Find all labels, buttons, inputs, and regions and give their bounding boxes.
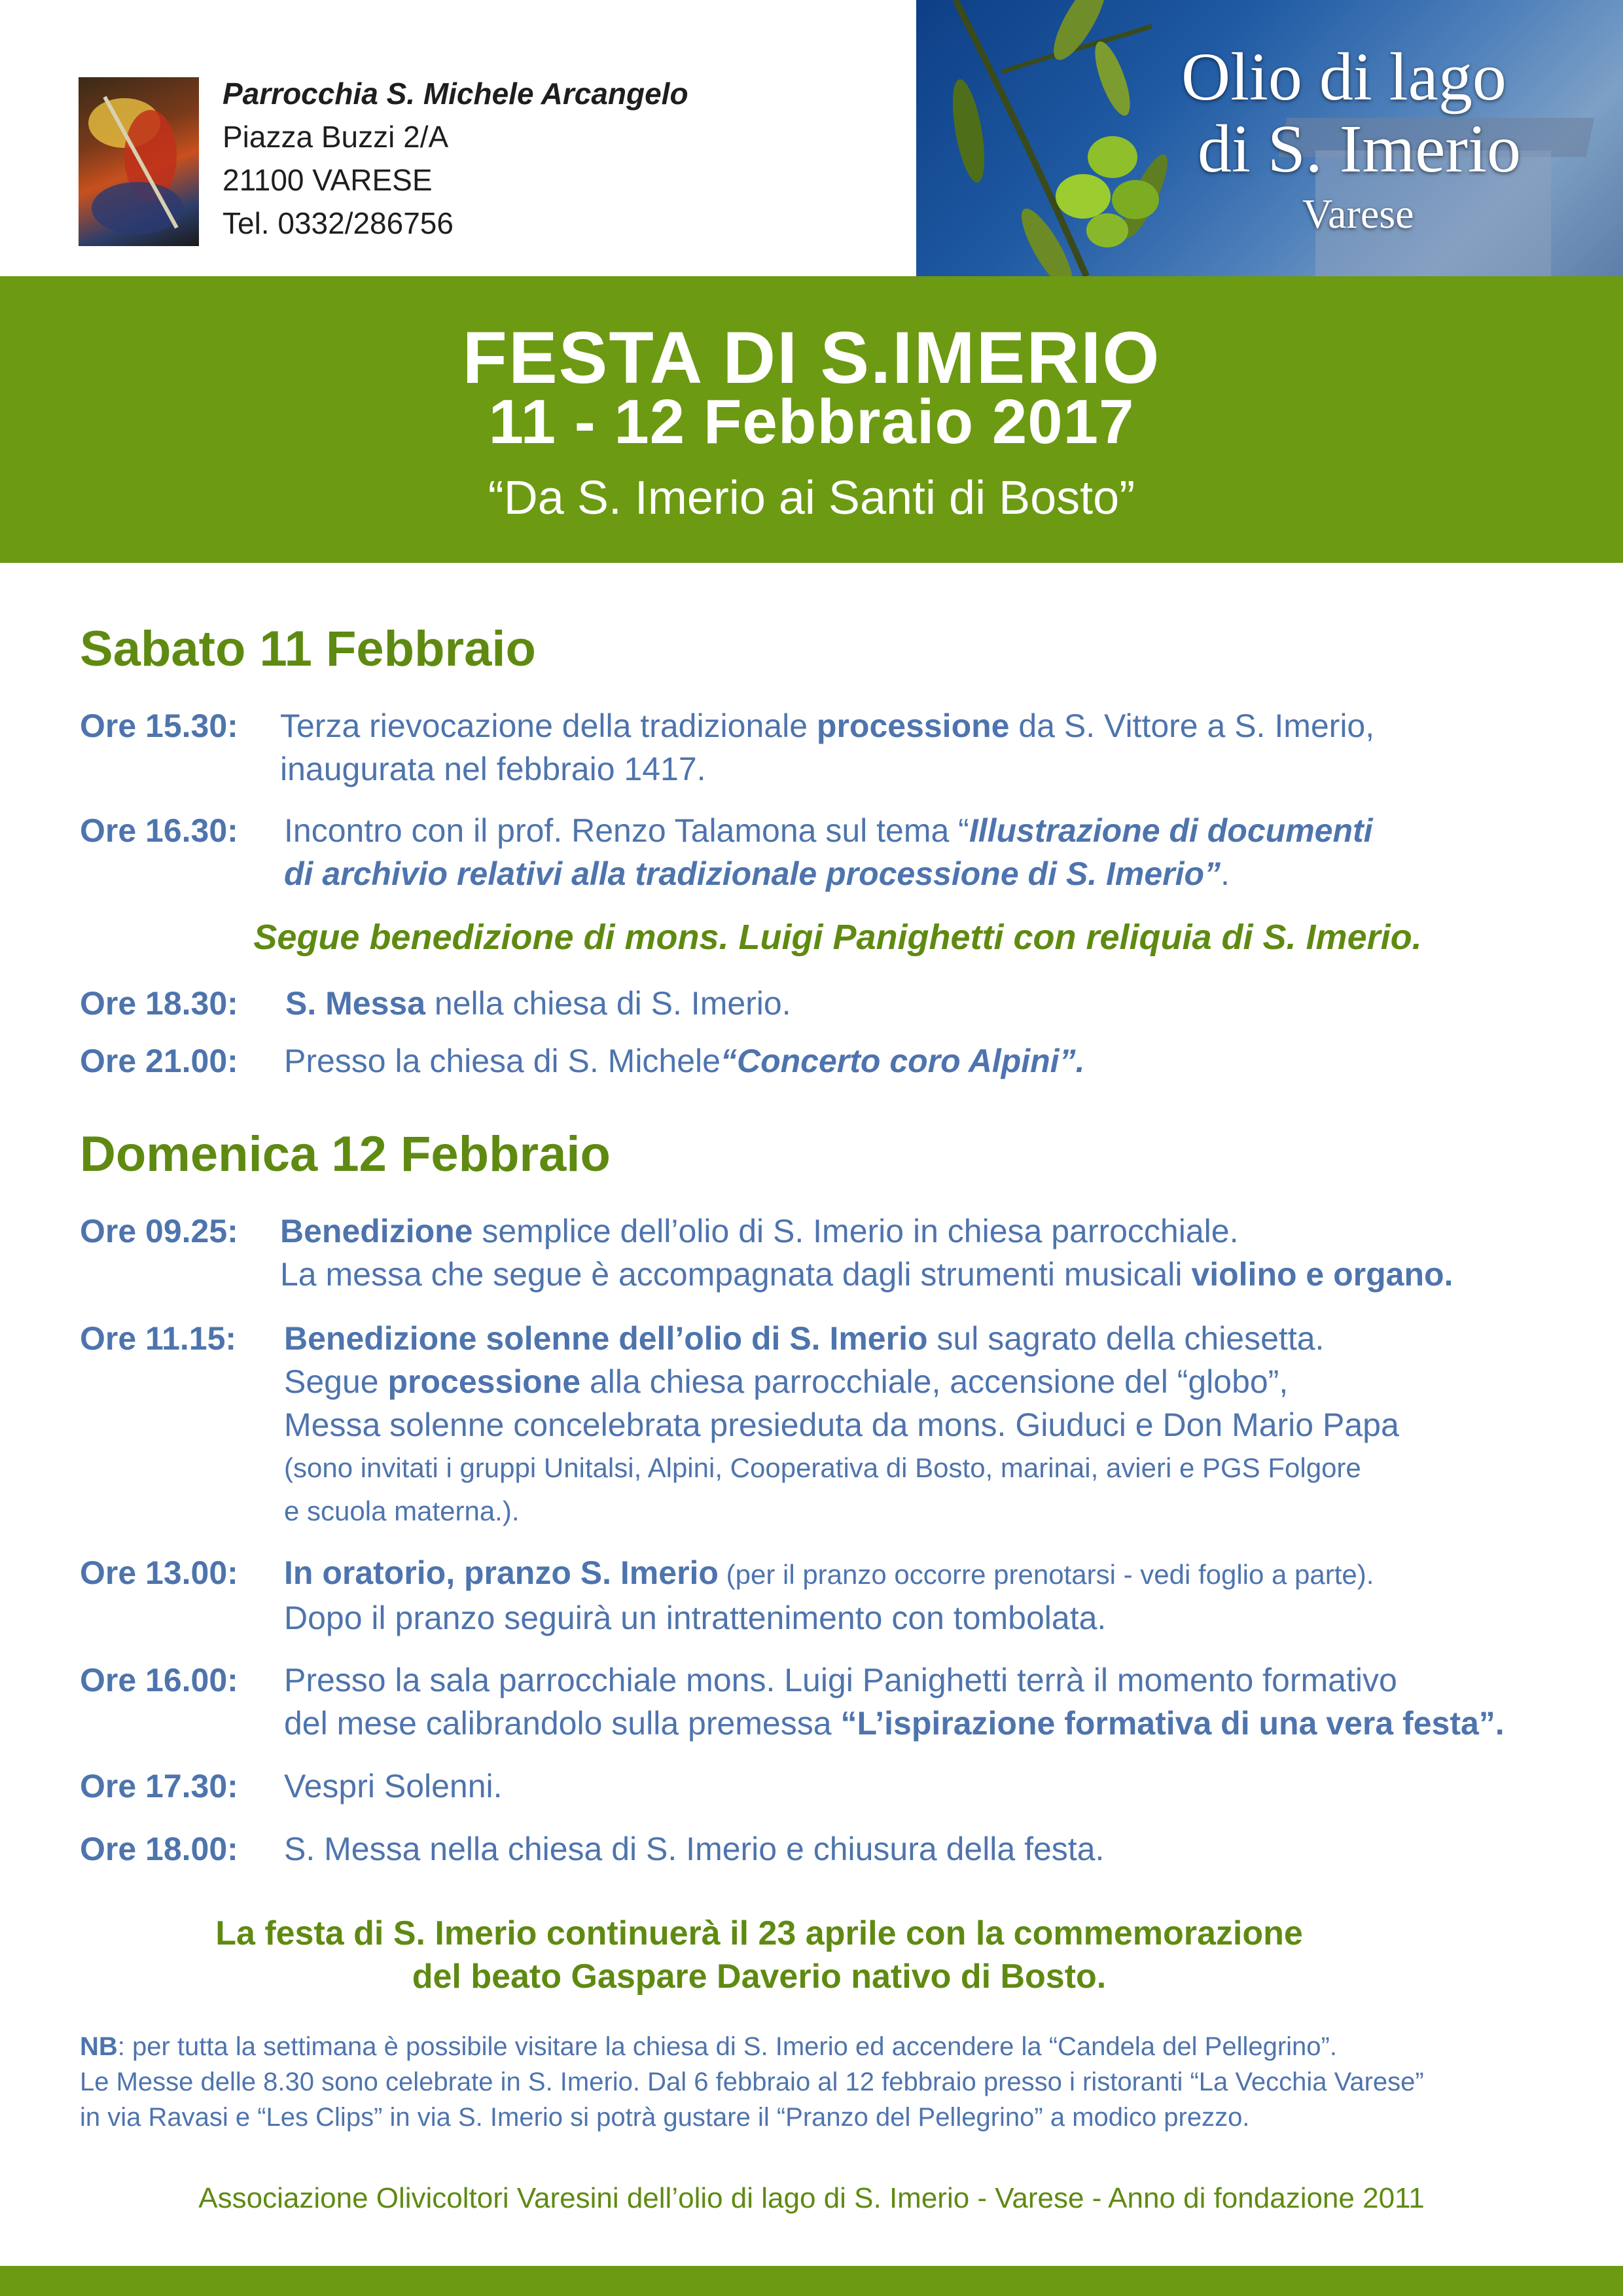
parish-city: 21100 VARESE [223, 163, 433, 197]
banner-title-line2: di S. Imerio [1198, 111, 1521, 187]
parish-info [223, 72, 688, 245]
entry-time: Ore 17.30: [80, 1768, 238, 1804]
entry-time: Ore 13.00: [80, 1554, 238, 1591]
olive-oil-banner [916, 0, 1623, 276]
association-footer: Associazione Olivicoltori Varesini dell’olio di lago di S. Imerio - Varese - Anno di fondazione 2011 [198, 2182, 1425, 2214]
title-band [0, 276, 1623, 563]
program-entry [80, 1551, 1611, 1638]
entry-description: Benedizione solenne dell’olio di S. Imerio sul sagrato della chiesetta. Segue processione alla chiesa parrocchiale, accensione del “globo”, Messa solenne concelebrata presieduta da mons. Giuduci e Don Mario Papa (sono invitati i gruppi Unitalsi, Alpini, Cooperativa di Bosto, marinai, avieri e PGS Folgore e scuola materna.). [284, 1320, 1399, 1526]
saturday-heading: Sabato 11 Febbraio [80, 621, 536, 677]
blessing-note: Segue benedizione di mons. Luigi Panighetti con reliquia di S. Imerio. [253, 918, 1422, 957]
event-title: FESTA DI S.IMERIO [462, 317, 1161, 399]
entry-time: Ore 18.30: [80, 985, 238, 1022]
program-entry [80, 1765, 1611, 1808]
entry-description: S. Messa nella chiesa di S. Imerio. [285, 985, 791, 1022]
entry-description: Terza rievocazione della tradizionale processione da S. Vittore a S. Imerio, inaugurata nel febbraio 1417. [280, 708, 1375, 787]
program-entry [80, 704, 1611, 791]
entry-time: Ore 18.00: [80, 1831, 238, 1867]
entry-description: Incontro con il prof. Renzo Talamona sul tema “Illustrazione di documenti di archivio relativi alla tradizionale processione di S. Imerio”. [284, 812, 1373, 892]
entry-time: Ore 09.25: [80, 1213, 238, 1249]
entry-time: Ore 16.30: [80, 812, 238, 849]
parish-name: Parrocchia S. Michele Arcangelo [223, 77, 688, 111]
nb-label: NB [80, 2032, 118, 2061]
saint-michael-image [79, 77, 199, 246]
parish-phone: Tel. 0332/286756 [223, 206, 454, 240]
closing-line1: La festa di S. Imerio continuerà il 23 aprile con la commemorazione [215, 1914, 1303, 1952]
entry-description: S. Messa nella chiesa di S. Imerio e chiusura della festa. [284, 1831, 1105, 1867]
entry-description: Benedizione semplice dell’olio di S. Imerio in chiesa parrocchiale. La messa che segue è accompagnata dagli strumenti musicali violino e organo. [280, 1213, 1454, 1293]
footer-bar [0, 2266, 1623, 2296]
entry-description: Presso la sala parrocchiale mons. Luigi Panighetti terrà il momento formativo del mese calibrandolo sulla premessa “L’ispirazione formativa di una vera festa”. [284, 1662, 1505, 1742]
nb-note: NB: per tutta la settimana è possibile visitare la chiesa di S. Imerio ed accendere la “Candela del Pellegrino”. Le Messe delle 8.30 sono celebrate in S. Imerio. Dal 6 febbraio al 12 febbraio presso i ristoranti “La Vecchia Varese” in via Ravasi e “Les Clips” in via S. Imerio si potrà gustare il “Pranzo del Pellegrino” a modico prezzo. [80, 2032, 1424, 2132]
program-entry [80, 1659, 1611, 1745]
program-entry [80, 1827, 1611, 1871]
entry-description: In oratorio, pranzo S. Imerio (per il pranzo occorre prenotarsi - vedi foglio a parte). Dopo il pranzo seguirà un intrattenimento con tombolata. [284, 1554, 1374, 1636]
closing-line2: del beato Gaspare Daverio nativo di Bosto. [412, 1958, 1107, 1996]
event-subtitle: “Da S. Imerio ai Santi di Bosto” [488, 472, 1135, 524]
entry-description: Vespri Solenni. [284, 1768, 503, 1804]
entry-time: Ore 16.00: [80, 1662, 238, 1698]
entry-time: Ore 11.15: [80, 1320, 237, 1357]
program-entry [80, 1210, 1611, 1296]
event-dates: 11 - 12 Febbraio 2017 [488, 387, 1135, 457]
banner-title-line3: Varese [1302, 190, 1414, 237]
sunday-heading: Domenica 12 Febbraio [80, 1126, 611, 1182]
program-entry [80, 1317, 1611, 1533]
program-entry [80, 982, 1611, 1025]
entry-time: Ore 21.00: [80, 1043, 238, 1079]
program-entry [80, 1039, 1611, 1083]
entry-time: Ore 15.30: [80, 708, 238, 744]
entry-description: Presso la chiesa di S. Michele“Concerto coro Alpini”. [284, 1043, 1085, 1079]
parish-address: Piazza Buzzi 2/A [223, 120, 449, 154]
banner-title-line1: Olio di lago [1181, 39, 1507, 115]
program-entry [80, 809, 1611, 895]
